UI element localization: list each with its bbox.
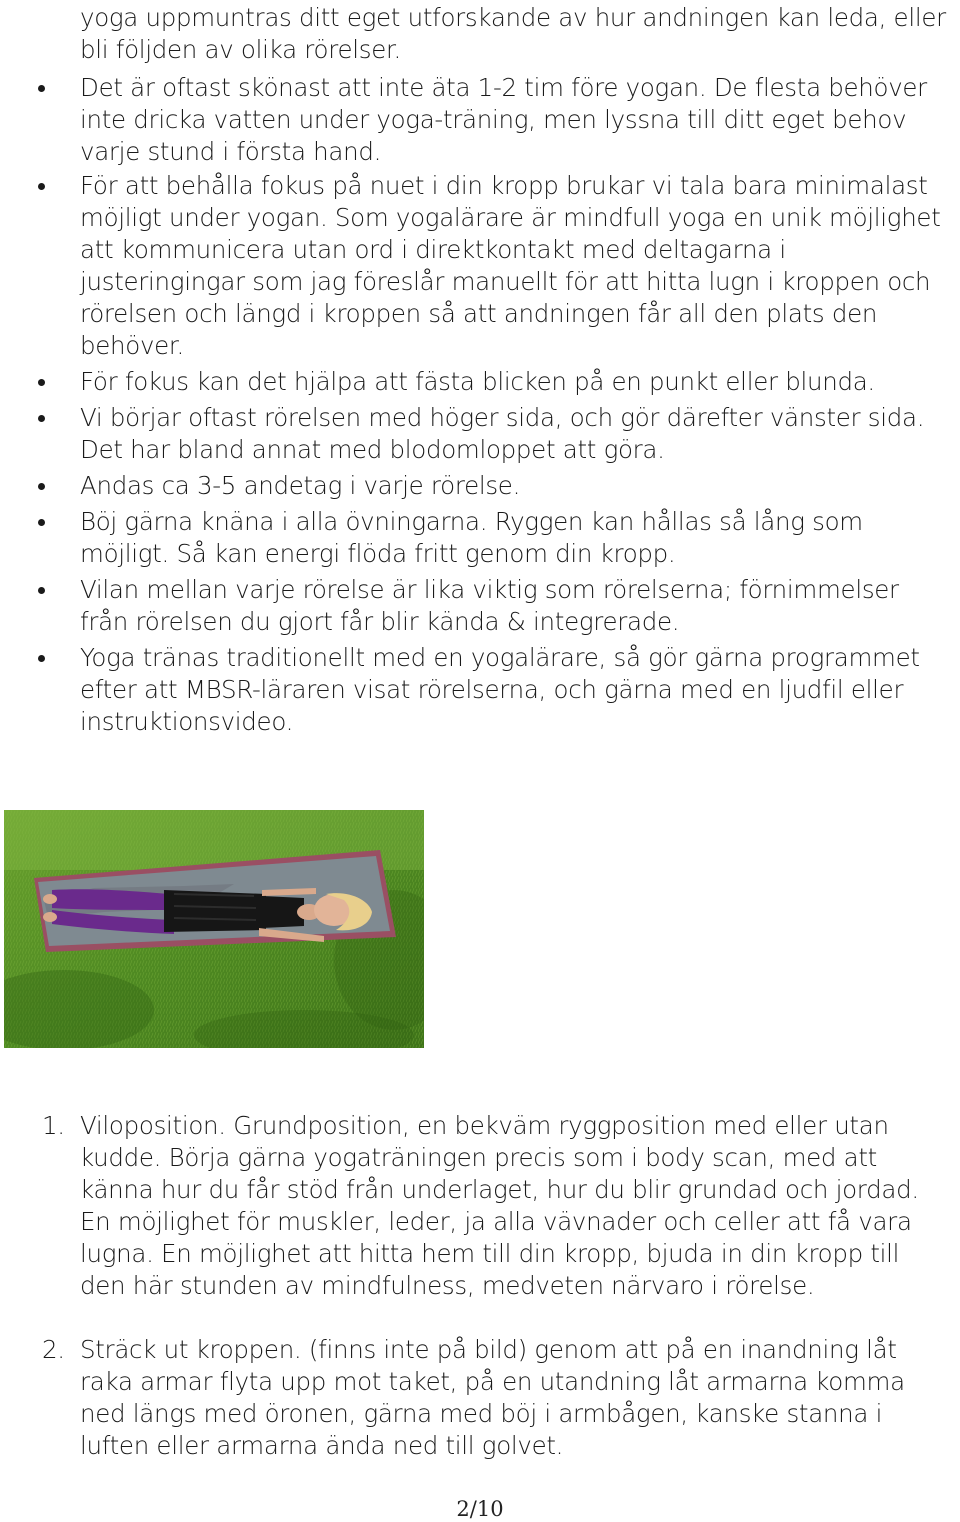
- list-item-text: Andas ca 3-5 andetag i varje rörelse.: [80, 471, 521, 500]
- list-item-text: Böj gärna knäna i alla övningarna. Ryggen kan hållas så lång som möjligt. Så kan energi flöda fritt genom din kropp.: [80, 507, 863, 568]
- list-item: [0, 170, 950, 362]
- step-item: [0, 1334, 950, 1462]
- bullet-icon: [38, 379, 45, 386]
- list-item: [0, 72, 950, 168]
- step-item: [0, 1110, 950, 1302]
- page-number: 2/10: [456, 1497, 504, 1521]
- step-text: Sträck ut kroppen. (finns inte på bild) genom att på en inandning låt raka armar flyta upp mot taket, på en utandning låt armarna komma ned längs med öronen, gärna med böj i armbågen, kanske stanna i luften eller armarna ända ned till golvet.: [80, 1335, 905, 1460]
- list-item: [0, 574, 950, 638]
- bullet-icon: [38, 415, 45, 422]
- list-item-text: För att behålla fokus på nuet i din kropp brukar vi tala bara minimalast möjligt under yogan. Som yogalärare är mindfull yoga en unik möjlighet att kommunicera utan ord i direktkontakt med deltagarna i justeringingar som jag föreslår manuellt för att hitta lugn i kroppen och rörelsen och längd i kroppen så att andningen får all den plats den behöver.: [80, 171, 941, 360]
- list-item-text: För fokus kan det hjälpa att fästa blicken på en punkt eller blunda.: [80, 367, 875, 396]
- bullet-icon: [38, 183, 45, 190]
- list-item-text: Vi börjar oftast rörelsen med höger sida, och gör därefter vänster sida. Det har bland annat med blodomloppet att göra.: [80, 403, 925, 464]
- step-number: 1.: [42, 1111, 65, 1140]
- bullet-icon: [38, 587, 45, 594]
- tips-list: [0, 72, 950, 738]
- list-item-text: Vilan mellan varje rörelse är lika viktig som rörelserna; förnimmelser från rörelsen du gjort får blir kända & integrerade.: [80, 575, 899, 636]
- continuation-paragraph: yoga uppmuntras ditt eget utforskande av hur andningen kan leda, eller bli följden av olika rörelser.: [80, 3, 946, 64]
- list-item: [0, 366, 950, 398]
- list-item: [0, 470, 950, 502]
- yoga-resting-pose-photo: [4, 810, 424, 1048]
- bullet-icon: [38, 519, 45, 526]
- bullet-icon: [38, 483, 45, 490]
- step-text: Viloposition. Grundposition, en bekväm ryggposition med eller utan kudde. Börja gärna yogaträningen precis som i body scan, med att känna hur du får stöd från underlaget, hur du blir grundad och jordad. En möjlighet för muskler, leder, ja alla vävnader och celler att få vara lugna. En möjlighet att hitta hem till din kropp, bjuda in din kropp till den här stunden av mindfulness, medveten närvaro i rörelse.: [80, 1111, 919, 1300]
- list-item: [0, 506, 950, 570]
- list-item-text: Yoga tränas traditionellt med en yogalärare, så gör gärna programmet efter att MBSR-läraren visat rörelserna, och gärna med en ljudfil eller instruktionsvideo.: [80, 643, 920, 736]
- bullet-icon: [38, 655, 45, 662]
- exercise-steps: [0, 1110, 950, 1462]
- bullet-icon: [38, 85, 45, 92]
- step-number: 2.: [42, 1335, 65, 1364]
- list-item: [0, 642, 950, 738]
- list-item-text: Det är oftast skönast att inte äta 1-2 tim före yogan. De flesta behöver inte dricka vatten under yoga-träning, men lyssna till ditt eget behov varje stund i första hand.: [80, 73, 927, 166]
- list-item: [0, 402, 950, 466]
